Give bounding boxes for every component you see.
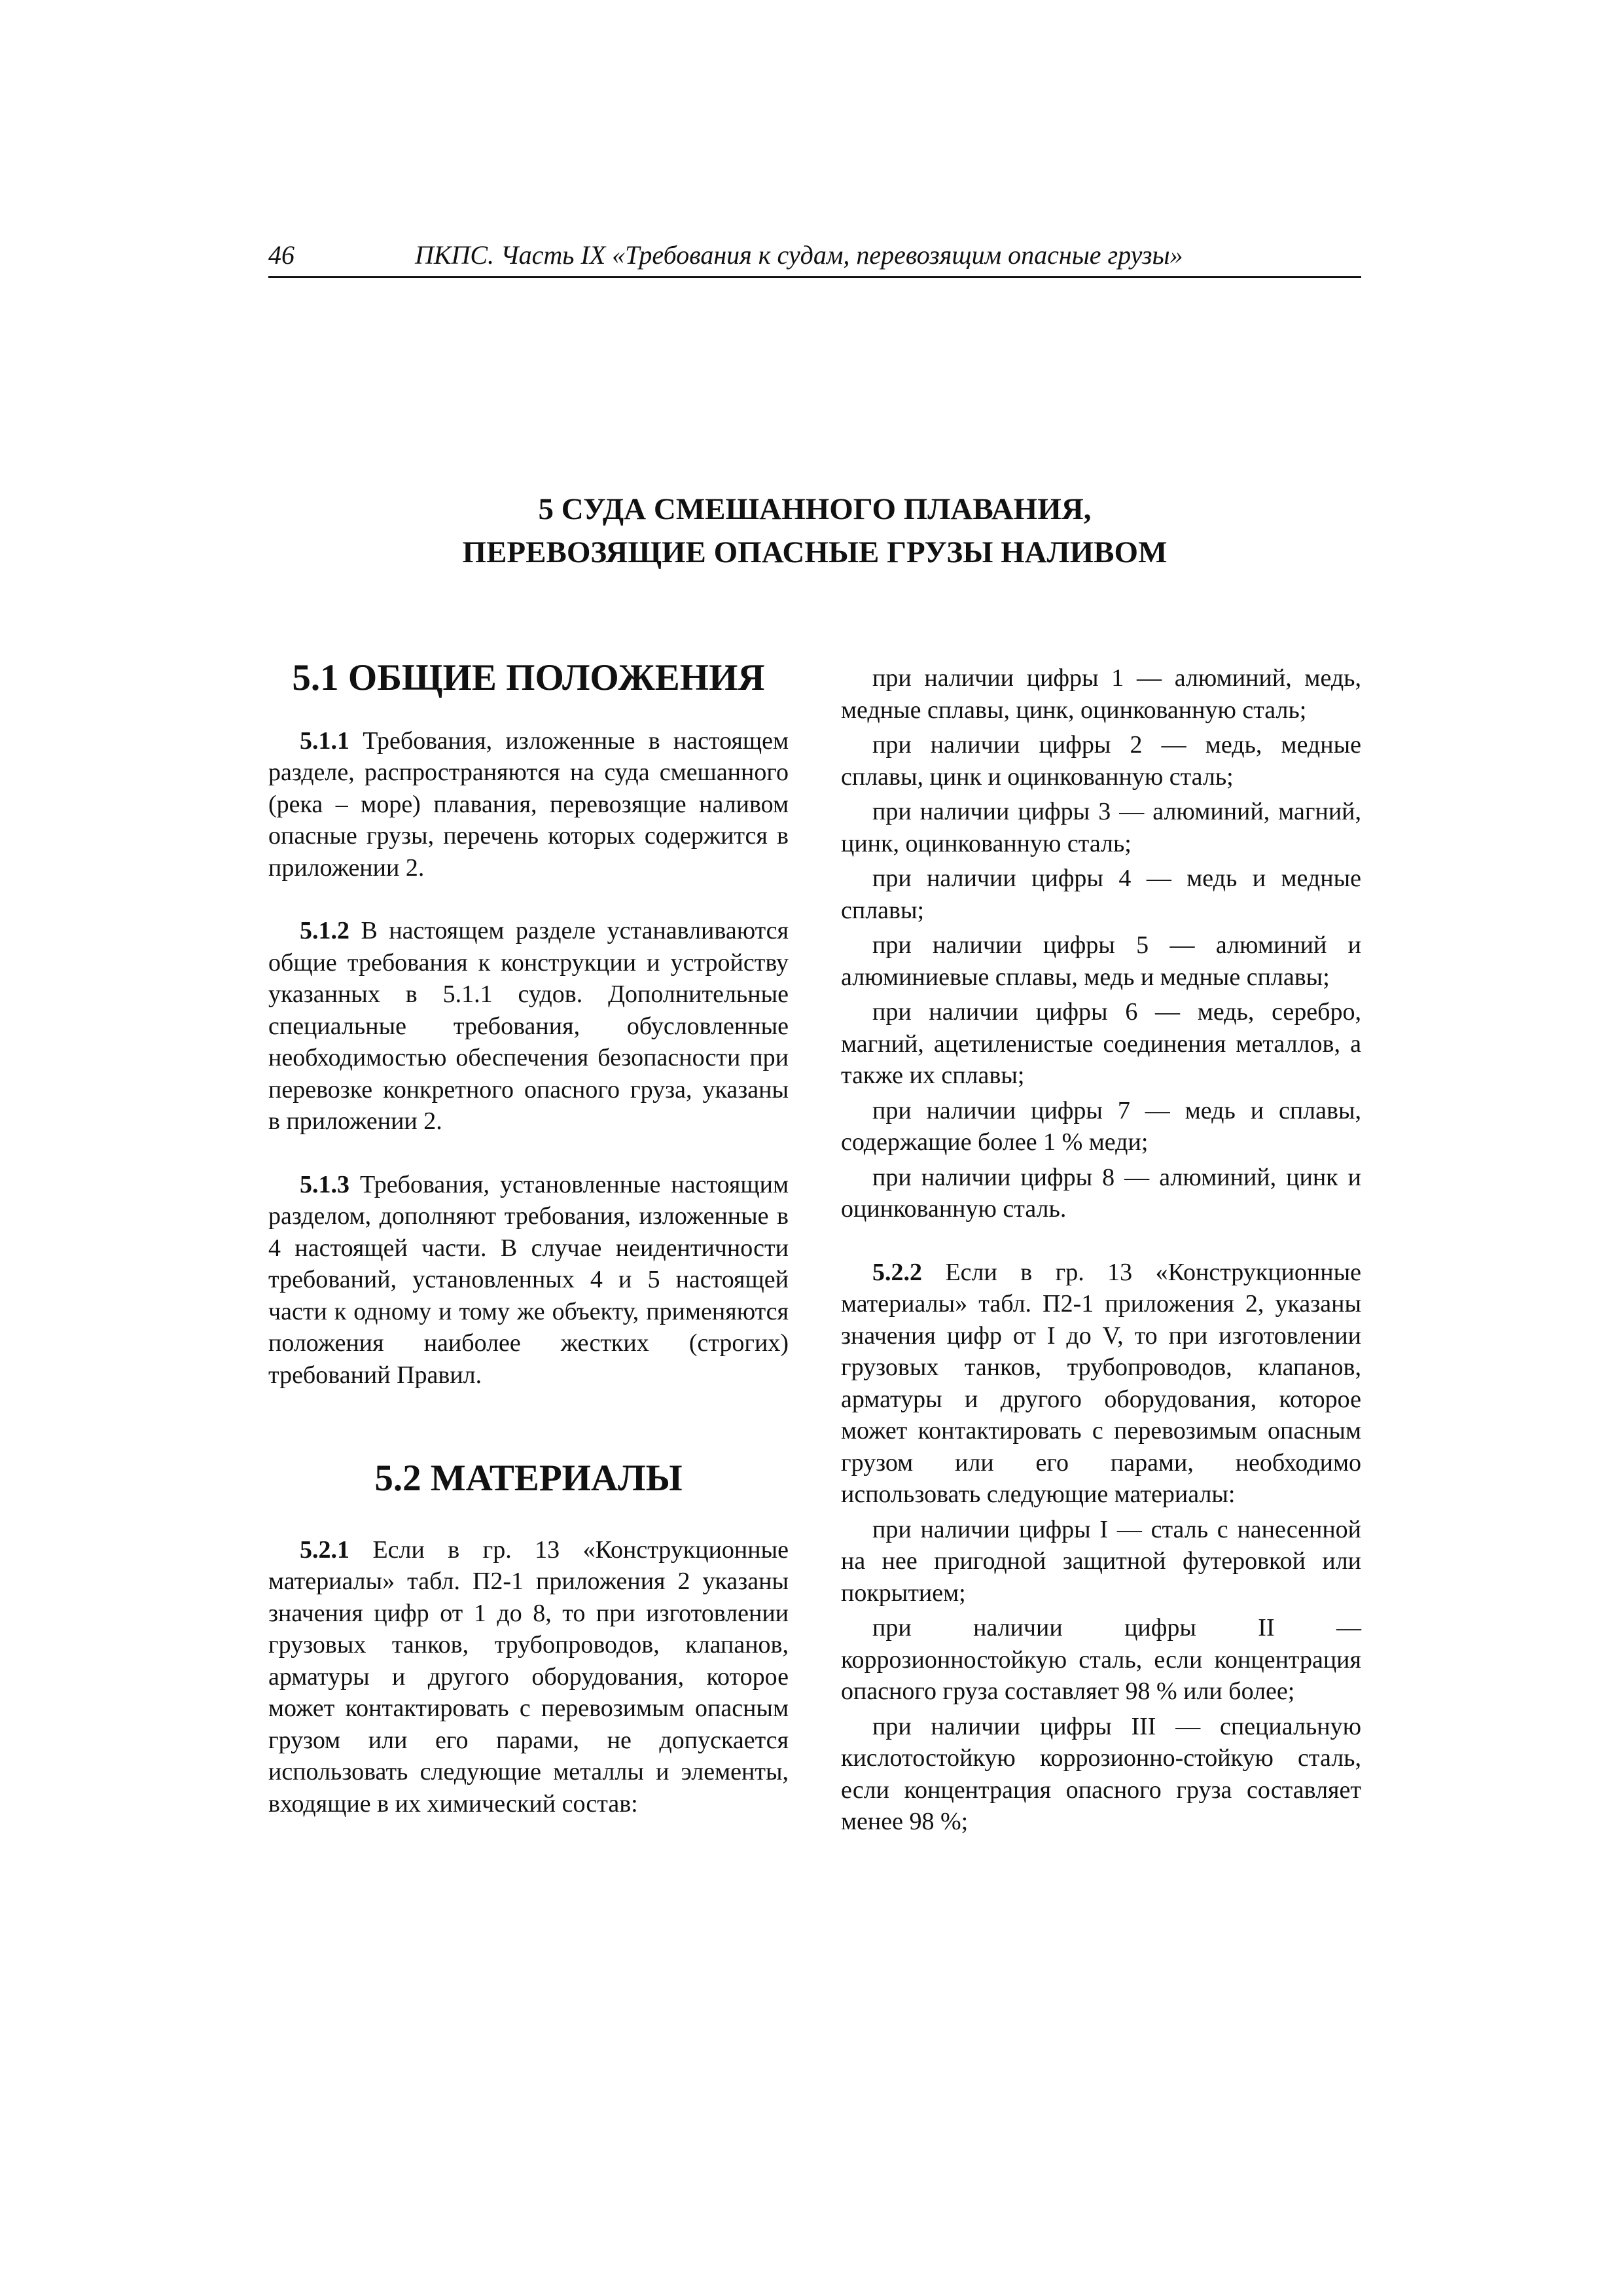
paragraph-text: В настоящем разделе устанавливаются общие требования к конструкции и устройству указанных в 5.1.1 судов. Дополнительные специальные требования, обусловленные необходимостью обеспечения безопасности при перевозке конкретного опасного груза, указаны в приложении 2. xyxy=(268,917,789,1135)
running-header xyxy=(268,234,1361,278)
chapter-title xyxy=(268,488,1361,574)
list-item-metal-4: при наличии цифры 4 — медь и медные сплавы; xyxy=(841,865,1361,924)
section-heading-5-1: 5.1 ОБЩИЕ ПОЛОЖЕНИЯ xyxy=(292,657,765,698)
paragraph-5-2-1 xyxy=(268,1534,789,1820)
list-item-metal-1: при наличии цифры 1 — алюминий, медь, медные сплавы, цинк, оцинкованную сталь; xyxy=(841,664,1361,724)
paragraph-number: 5.1.2 xyxy=(300,917,349,944)
list-item-material-ii: при наличии цифры II — коррозионностойкую сталь, если концентрация опасного груза составляет 98 % или более; xyxy=(841,1614,1361,1705)
chapter-title-line-2: ПЕРЕВОЗЯЩИЕ ОПАСНЫЕ ГРУЗЫ НАЛИВОМ xyxy=(462,535,1168,569)
paragraph-number: 5.2.1 xyxy=(300,1535,349,1564)
paragraph-5-2-2 xyxy=(841,1257,1361,1511)
paragraph-number: 5.2.2 xyxy=(872,1258,922,1286)
paragraph-text: Требования, изложенные в настоящем разделе, распространяются на суда смешанного (река – море) плавания, перевозящие наливом опасные грузы, перечень которых содержится в приложении 2. xyxy=(268,726,789,882)
list-item-material-i: при наличии цифры I — сталь с нанесенной на нее пригодной защитной футеровкой или покрытием; xyxy=(841,1515,1361,1607)
paragraph-5-1-2 xyxy=(268,915,789,1138)
paragraph-text: Требования, установленные настоящим разделом, дополняют требования, изложенные в 4 настоящей части. В случае неидентичности требований, установленных 4 и 5 настоящей части к одному и тому же объекту, применяются положения наиболее жестких (строгих) требований Правил. xyxy=(268,1170,789,1389)
list-item-metal-2: при наличии цифры 2 — медь, медные сплавы, цинк и оцинкованную сталь; xyxy=(841,731,1361,791)
running-title: ПКПС. Часть IX «Требования к судам, перевозящим опасные грузы» xyxy=(415,240,1183,270)
right-column xyxy=(841,662,1361,1841)
list-item-metal-5: при наличии цифры 5 — алюминий и алюминиевые сплавы, медь и медные сплавы; xyxy=(841,931,1361,991)
list-item-metal-6: при наличии цифры 6 — медь, серебро, магний, ацетиленистые соединения металлов, а также их сплавы; xyxy=(841,998,1361,1089)
paragraph-number: 5.1.1 xyxy=(300,726,349,755)
section-heading-5-2: 5.2 МАТЕРИАЛЫ xyxy=(374,1458,683,1499)
chapter-title-line-1: 5 СУДА СМЕШАННОГО ПЛАВАНИЯ, xyxy=(538,492,1092,526)
page-number: 46 xyxy=(268,240,294,270)
list-item-material-iii: при наличии цифры III — специальную кислотостойкую коррозионно-стойкую сталь, если концентрация опасного груза составляет менее 98 %; xyxy=(841,1712,1361,1835)
list-item-metal-8: при наличии цифры 8 — алюминий, цинк и оцинкованную сталь. xyxy=(841,1163,1361,1223)
list-item-metal-3: при наличии цифры 3 — алюминий, магний, цинк, оцинкованную сталь; xyxy=(841,798,1361,857)
paragraph-text: Если в гр. 13 «Конструкционные материалы» табл. П2-1 приложения 2 указаны значения цифр от 1 до 8, то при изготовлении грузовых танков, трубопроводов, клапанов, арматуры и другого оборудования, которое может контактировать с перевозимым опасным грузом или его парами, не допускается использовать следующие металлы и элементы, входящие в их химический состав: xyxy=(268,1535,789,1818)
left-column xyxy=(268,657,789,1851)
paragraph-5-1-1 xyxy=(268,725,789,884)
paragraph-number: 5.1.3 xyxy=(300,1170,349,1198)
list-item-metal-7: при наличии цифры 7 — медь и сплавы, содержащие более 1 % меди; xyxy=(841,1096,1361,1156)
paragraph-5-1-3 xyxy=(268,1169,789,1391)
paragraph-text: Если в гр. 13 «Конструкционные материалы» табл. П2-1 приложения 2, указаны значения цифр от I до V, то при изготовлении грузовых танков, трубопроводов, клапанов, арматуры и другого оборудования, которое может контактировать с перевозимым опасным грузом или его парами, необходимо использовать следующие материалы: xyxy=(841,1258,1361,1508)
